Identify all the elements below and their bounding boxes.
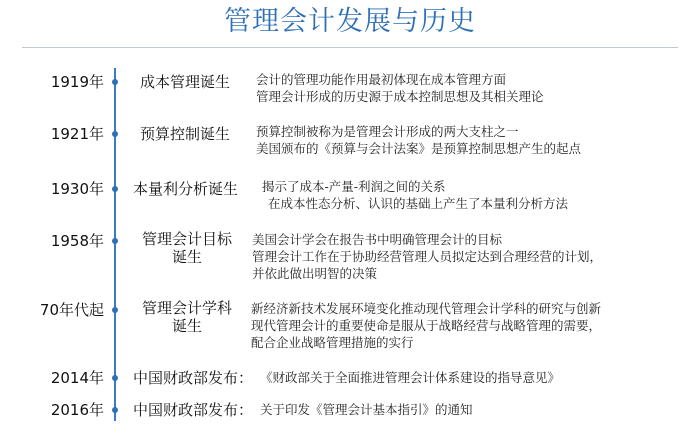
year-label: 2016年	[50, 401, 104, 419]
timeline-marker	[112, 186, 118, 192]
event-description: 《财政部关于全面推进管理会计体系建设的指导意见》	[260, 370, 561, 385]
year-label: 1921年	[50, 125, 104, 143]
event-label: 中国财政部发布：	[133, 401, 254, 419]
event-label: 中国财政部发布：	[133, 369, 254, 387]
timeline-marker	[112, 79, 118, 85]
timeline-marker	[112, 238, 118, 244]
event-description: 预算控制被称为是管理会计形成的两大支柱之一 美国颁布的《预算与会计法案》是预算控制思想产生的起点	[256, 124, 582, 156]
year-label: 2014年	[50, 369, 104, 387]
page-title: 管理会计发展与历史	[224, 6, 476, 37]
year-label: 1958年	[50, 232, 104, 250]
year-label: 1930年	[50, 180, 104, 198]
timeline-axis	[114, 68, 116, 421]
event-label: 管理会计学科 诞生	[141, 299, 232, 335]
timeline-marker	[112, 307, 118, 313]
year-label: 1919年	[50, 73, 104, 91]
event-description: 关于印发《管理会计基本指引》的通知	[260, 402, 473, 417]
event-label: 成本管理诞生	[140, 73, 231, 91]
timeline-marker	[112, 131, 118, 137]
event-description: 美国会计学会在报告书中明确管理会计的目标 管理会计工作在于协助经营管理人员拟定达到合理经营的计划， 并依此做出明智的决策	[252, 232, 603, 281]
year-label: 70年代起	[39, 301, 104, 319]
event-label: 预算控制诞生	[140, 125, 231, 143]
event-description: 会计的管理功能作用最初体现在成本管理方面 管理会计形成的历史源于成本控制思想及其相关理论	[256, 72, 544, 104]
event-description: 新经济新技术发展环境变化推动现代管理会计学科的研究与创新 现代管理会计的重要使命是服从于战略经营与战略管理的需要， 配合企业战略管理措施的实行	[251, 301, 602, 350]
event-label: 本量利分析诞生	[133, 180, 239, 198]
timeline-marker	[112, 375, 118, 381]
event-label: 管理会计目标 诞生	[141, 230, 232, 266]
event-description: 揭示了成本-产量-利润之间的关系 在成本性态分析、认识的基础上产生了本量利分析方法	[262, 179, 569, 211]
timeline-marker	[112, 407, 118, 413]
title-divider	[22, 47, 678, 48]
